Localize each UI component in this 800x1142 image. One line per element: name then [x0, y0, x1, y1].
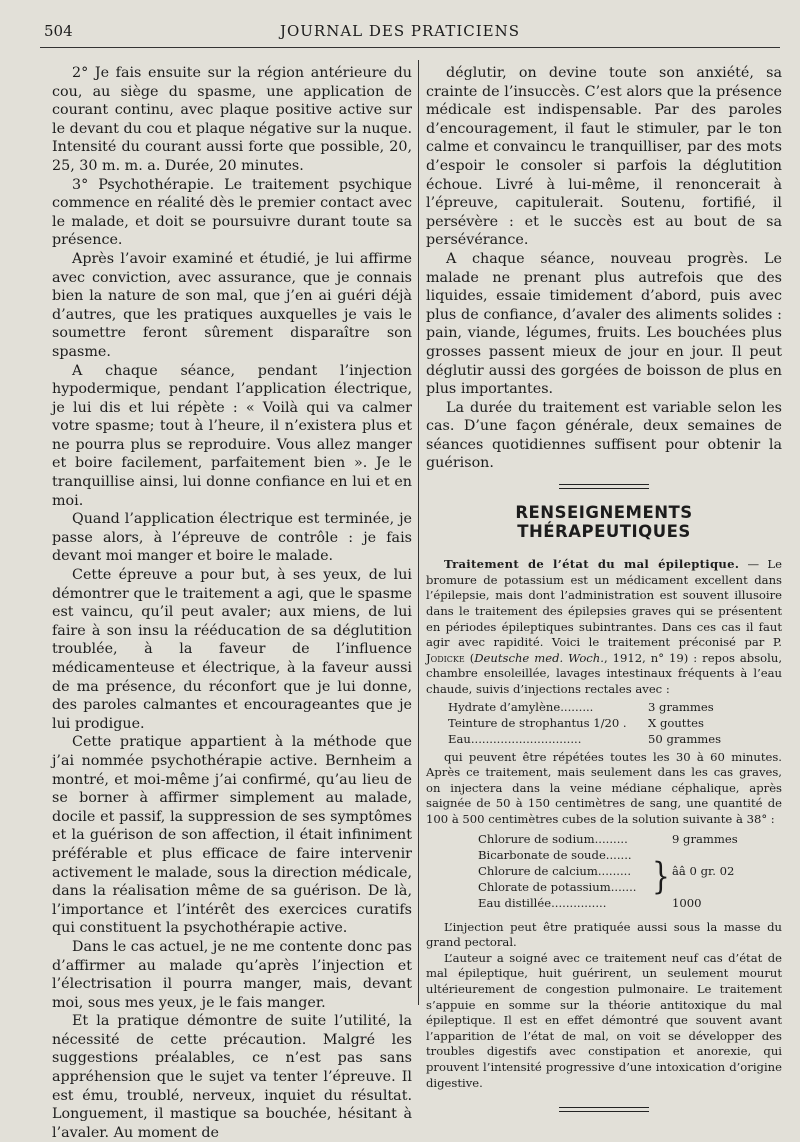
ingredient-name: Eau distillée............... [478, 895, 607, 910]
paragraph: L’auteur a soigné avec ce traitement neuf cas d’état de mal épileptique, huit guérirent, un seulement mourut ultérieurement de congestion pulmonaire. Le traitement s’appuie en somme sur la théorie antitoxique du mal épileptique. Il est en effet démontré que souvent avant l’apparition de l’état de mal, on voit se développer des troubles digestifs avec constipation et anorexie, qui prouvent l’intensité progressive d’une intoxication d’origine digestive. [426, 950, 782, 1090]
paragraph: A chaque séance, pendant l’injection hypodermique, pendant l’application électrique, je lui dis et lui répète : « Voilà qui va calmer votre spasme; tout à l’heure, il n’existera plus et ne pourra plus se reproduire. Vous allez manger et boire facilement, parfaitement bien ». Je le tranquillise ainsi, lui donne confiance en lui et en moi. [52, 362, 412, 509]
article-title: Traitement de l’état du mal épileptique. [444, 557, 740, 572]
ingredient-qty: 9 grammes [672, 831, 738, 846]
author-name: Jodicke [426, 650, 465, 665]
paragraph: Quand l’application électrique est terminée, je passe alors, à l’épreuve de contrôle : je fais devant moi manger et boire le malade. [52, 511, 412, 565]
left-column [52, 64, 412, 1142]
page-header [0, 22, 800, 46]
recipe-intravenous [478, 832, 782, 912]
ingredient-qty: X gouttes [648, 715, 704, 730]
ingredient-name: Chlorure de calcium......... [478, 863, 632, 878]
ingredient-qty: 3 grammes [648, 699, 714, 714]
ingredient-name: Bicarbonate de soude....... [478, 847, 632, 862]
section-heading: RENSEIGNEMENTS THÉRAPEUTIQUES [515, 503, 693, 541]
recipe-row [478, 832, 782, 848]
paragraph: A chaque séance, nouveau progrès. Le malade ne prenant plus autrefois que des liquides, essaie timidement d’abord, puis avec plus de confiance, d’avaler des aliments solides : pain, viande, légumes, fruits. Les bouchées plus grosses passent mieux de jour en jour. Il peut déglutir aussi des gorgées de boisson de plus en plus importantes. [426, 250, 782, 398]
recipe-row [448, 700, 782, 716]
ingredient-name: Eau.............................. [448, 731, 582, 746]
brace-glyph: } [652, 854, 670, 898]
paragraph: Et la pratique démontre de suite l’utilité, la nécessité de cette précaution. Malgré les suggestions préalables, ce n’est pas sans appréhension que le sujet va tenter l’épreuve. Il est ému, troublé, nerveux, inquiet du résultat. Longuement, il mastique sa bouchée, hésitant à l’avaler. Au moment de [52, 1013, 412, 1141]
journal-reference: Deutsche med. Woch. [474, 650, 604, 665]
journal-title: JOURNAL DES PRATICIENS [279, 22, 521, 40]
paragraph: Cette pratique appartient à la méthode que j’ai nommée psychothérapie active. Bernheim a montré, et moi-même j’ai confirmé, qu’au lieu de se borner à affirmer simplement au malade, docile et passif, la suppression de ses symptômes et la guérison de son affection, il était infiniment préférable et plus efficace de faire intervenir activement le malade, sous la direction médicale, dans la réalisation même de sa guérison. De là, l’importance et l’intérêt des exercices curatifs qui constituent la psychothérapie active. [52, 734, 412, 937]
paragraph: Cette épreuve a pour but, à ses yeux, de lui démontrer que le traitement a agi, que le spasme est vaincu, qu’il peut avaler; aux miens, de lui faire à son insu la rééducation de sa déglutition troublée, à la faveur de l’influence médicamenteuse et électrique, à la faveur aussi de ma présence, du réconfort que je lui donne, des paroles calmantes et encourageantes que je lui prodigue. [52, 567, 412, 732]
recipe-row [448, 732, 782, 748]
ingredient-name: Chlorure de sodium......... [478, 831, 628, 846]
therapeutic-article [426, 557, 782, 1117]
section-separator [426, 482, 782, 492]
ingredient-qty: ââ 0 gr. 02 [672, 863, 735, 878]
right-column [426, 64, 782, 1117]
ingredient-qty: 1000 [672, 895, 702, 910]
recipe-row [478, 864, 782, 880]
article-text: — Le bromure de potassium est un médicament excellent dans l’épilepsie, mais dont l’administration est souvent illusoire dans le traitement des épilepsies graves qui se présentent en périodes épileptiques subintrantes. Dans ces cas il faut agir avec rapidité. Voici le traitement préconisé par P. [426, 557, 782, 650]
recipe-row [478, 848, 782, 864]
ingredient-name: Hydrate d’amylène......... [448, 699, 594, 714]
paragraph: déglutir, on devine toute son anxiété, sa crainte de l’insuccès. C’est alors que la présence médicale est indispensable. Par des paroles d’encouragement, il faut le stimuler, par le ton calme et convaincu le tranquilliser, par des mots d’espoir le consoler si parfois la déglutition échoue. Livré à lui-même, il renoncerait à l’épreuve, capitulerait. Soutenu, fortifié, il persévère : et le succès est au bout de sa persévérance. [426, 65, 782, 249]
paragraph: L’injection peut être pratiquée aussi sous la masse du grand pectoral. [426, 919, 782, 950]
end-rule [426, 1107, 782, 1117]
ingredient-qty [656, 880, 772, 896]
ingredient-qty: 50 grammes [648, 731, 722, 746]
recipe-rectal [448, 700, 782, 748]
paragraph: 2° Je fais ensuite sur la région antérieure du cou, au siège du spasme, une application de courant continu, avec plaque positive active sur le devant du cou et plaque négative sur la nuque. Intensité du courant aussi forte que possible, 20, 25, 30 m. m. a. Durée, 20 minutes. [52, 65, 412, 174]
paragraph: qui peuvent être répétées toutes les 30 à 60 minutes. Après ce traitement, mais seulement dans les cas graves, on injectera dans la veine médiane céphalique, après saignée de 50 à 150 centimètres de sang, une quantité de 100 à 500 centimètres cubes de la solution suivante à 38° : [426, 749, 782, 826]
paragraph: 3° Psychothérapie. Le traitement psychique commence en réalité dès le premier contact avec le malade, et doit se poursuivre durant toute sa présence. [52, 176, 412, 249]
ingredient-name: Chlorate de potassium....... [478, 879, 637, 894]
header-rule [40, 47, 780, 48]
recipe-row [478, 880, 782, 896]
paragraph: La durée du traitement est variable selon les cas. D’une façon générale, deux semaines de séances quotidiennes suffisent pour obtenir la guérison. [426, 399, 782, 472]
article-text: , 1912, n° 19) : repos absolu, chambre ensoleillée, lavages intestinaux fréquents à l’eau chaude, suivis d’injections rectales avec : [426, 650, 783, 696]
article-text: ( [464, 650, 475, 665]
article-intro [426, 557, 782, 697]
recipe-row [478, 896, 782, 912]
ingredient-name: Teinture de strophantus 1/20 . [448, 715, 627, 730]
page-number: 504 [44, 22, 73, 40]
recipe-row [448, 716, 782, 732]
paragraph: Dans le cas actuel, je ne me contente donc pas d’affirmer au malade qu’après l’injection et l’électrisation il pourra manger, mais, devant moi, sous mes yeux, je le fais manger. [52, 938, 412, 1011]
paragraph: Après l’avoir examiné et étudié, je lui affirme avec conviction, avec assurance, que je connais bien la nature de son mal, que j’en ai guéri déjà d’autres, que les pratiques auxquelles je vais le soumettre feront sûrement disparaître son spasme. [52, 250, 412, 360]
ingredient-qty [656, 848, 772, 864]
column-rule [418, 60, 419, 1005]
